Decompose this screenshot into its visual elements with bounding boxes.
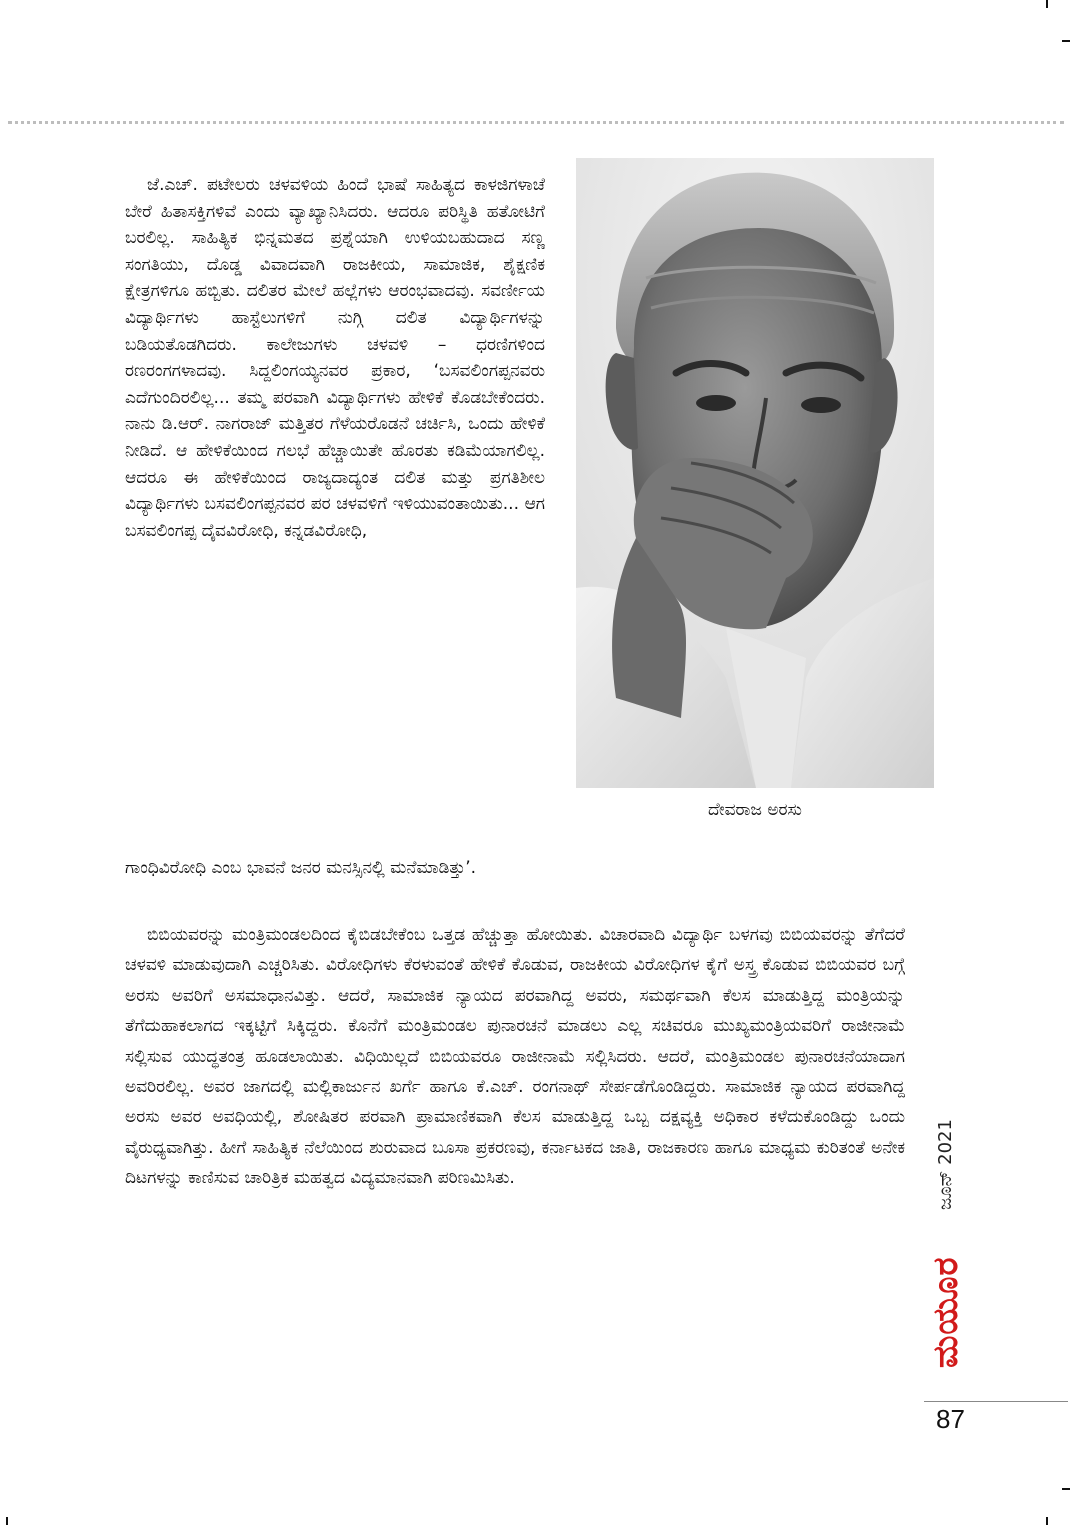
portrait-photo [576,158,934,788]
article-column-paragraph: ಜೆ.ಎಚ್. ಪಟೇಲರು ಚಳವಳಿಯ ಹಿಂದೆ ಭಾಷೆ ಸಾಹಿತ್ಯದ ಕಾಳಜಿಗಳಾಚೆ ಬೇರೆ ಹಿತಾಸಕ್ತಿಗಳಿವೆ ಎಂದು ವ್ಯಾಖ್ಯಾನಿಸಿದರು. ಆದರೂ ಪರಿಸ್ಥಿತಿ ಹತೋಟಿಗೆ ಬರಲಿಲ್ಲ. ಸಾಹಿತ್ಯಿಕ ಭಿನ್ನಮತದ ಪ್ರಶ್ನೆಯಾಗಿ ಉಳಿಯಬಹುದಾದ ಸಣ್ಣ ಸಂಗತಿಯು, ದೊಡ್ಡ ವಿವಾದವಾಗಿ ರಾಜಕೀಯ, ಸಾಮಾಜಿಕ, ಶೈಕ್ಷಣಿಕ ಕ್ಷೇತ್ರಗಳಿಗೂ ಹಬ್ಬಿತು. ದಲಿತರ ಮೇಲೆ ಹಲ್ಲೆಗಳು ಆರಂಭವಾದವು. ಸವರ್ಣೀಯ ವಿದ್ಯಾರ್ಥಿಗಳು ಹಾಸ್ಟೆಲುಗಳಿಗೆ ನುಗ್ಗಿ ದಲಿತ ವಿದ್ಯಾರ್ಥಿಗಳನ್ನು ಬಡಿಯತೊಡಗಿದರು. ಕಾಲೇಜುಗಳು ಚಳವಳಿ – ಧರಣಿಗಳಿಂದ ರಣರಂಗಗಳಾದವು. ಸಿದ್ದಲಿಂಗಯ್ಯನವರ ಪ್ರಕಾರ, ‘ಬಸವಲಿಂಗಪ್ಪನವರು ಎದೆಗುಂದಿರಲಿಲ್ಲ... ತಮ್ಮ ಪರವಾಗಿ ವಿದ್ಯಾರ್ಥಿಗಳು ಹೇಳಿಕೆ ಕೊಡಬೇಕೆಂದರು. ನಾನು ಡಿ.ಆರ್. ನಾಗರಾಜ್ ಮತ್ತಿತರ ಗೆಳೆಯರೊಡನೆ ಚರ್ಚಿಸಿ, ಒಂದು ಹೇಳಿಕೆ ನೀಡಿದೆ. ಆ ಹೇಳಿಕೆಯಿಂದ ಗಲಭೆ ಹೆಚ್ಚಾಯಿತೇ ಹೊರತು ಕಡಿಮೆಯಾಗಲಿಲ್ಲ. ಆದರೂ ಈ ಹೇಳಿಕೆಯಿಂದ ರಾಜ್ಯದಾದ್ಯಂತ ದಲಿತ ಮತ್ತು ಪ್ರಗತಿಶೀಲ ವಿದ್ಯಾರ್ಥಿಗಳು ಬಸವಲಿಂಗಪ್ಪನವರ ಪರ ಚಳವಳಿಗೆ ಇಳಿಯುವಂತಾಯಿತು... ಆಗ ಬಸವಲಿಂಗಪ್ಪ ದೈವವಿರೋಧಿ, ಕನ್ನಡವಿರೋಧಿ, [125,175,545,541]
magazine-masthead: ಮಯೂರ [926,1256,966,1369]
portrait-illustration [576,158,934,788]
crop-mark-top-right [1046,0,1048,8]
header-dotted-rule [8,121,1064,124]
sidebar-strip [924,1110,968,1400]
page-number-rule [924,1401,1068,1402]
crop-mark-bottom-right [1046,1517,1048,1525]
crop-mark-right-upper [1062,40,1070,42]
article-full-paragraph: ಬಿಬಿಯವರನ್ನು ಮಂತ್ರಿಮಂಡಲದಿಂದ ಕೈಬಿಡಬೇಕೆಂಬ ಒತ್ತಡ ಹೆಚ್ಚುತ್ತಾ ಹೋಯಿತು. ವಿಚಾರವಾದಿ ವಿದ್ಯಾರ್ಥಿ ಬಳಗವು ಬಿಬಿಯವರನ್ನು ತೆಗೆದರೆ ಚಳವಳಿ ಮಾಡುವುದಾಗಿ ಎಚ್ಚರಿಸಿತು. ವಿರೋಧಿಗಳು ಕೆರಳುವಂತೆ ಹೇಳಿಕೆ ಕೊಡುವ, ರಾಜಕೀಯ ವಿರೋಧಿಗಳ ಕೈಗೆ ಅಸ್ತ್ರ ಕೊಡುವ ಬಿಬಿಯವರ ಬಗ್ಗೆ ಅರಸು ಅವರಿಗೆ ಅಸಮಾಧಾನವಿತ್ತು. ಆದರೆ, ಸಾಮಾಜಿಕ ನ್ಯಾಯದ ಪರವಾಗಿದ್ದ ಅವರು, ಸಮರ್ಥವಾಗಿ ಕೆಲಸ ಮಾಡುತ್ತಿದ್ದ ಮಂತ್ರಿಯನ್ನು ತೆಗೆದುಹಾಕಲಾಗದ ಇಕ್ಕಟ್ಟಿಗೆ ಸಿಕ್ಕಿದ್ದರು. ಕೊನೆಗೆ ಮಂತ್ರಿಮಂಡಲ ಪುನಾರಚನೆ ಮಾಡಲು ಎಲ್ಲ ಸಚಿವರೂ ಮುಖ್ಯಮಂತ್ರಿಯವರಿಗೆ ರಾಜೀನಾಮೆ ಸಲ್ಲಿಸುವ ಯುದ್ಧತಂತ್ರ ಹೂಡಲಾಯಿತು. ವಿಧಿಯಿಲ್ಲದೆ ಬಿಬಿಯವರೂ ರಾಜೀನಾಮೆ ಸಲ್ಲಿಸಿದರು. ಆದರೆ, ಮಂತ್ರಿಮಂಡಲ ಪುನಾರಚನೆಯಾದಾಗ ಅವರಿರಲಿಲ್ಲ. ಅವರ ಜಾಗದಲ್ಲಿ ಮಲ್ಲಿಕಾರ್ಜುನ ಖರ್ಗೆ ಹಾಗೂ ಕೆ.ಎಚ್. ರಂಗನಾಥ್ ಸೇರ್ಪಡೆಗೊಂಡಿದ್ದರು. ಸಾಮಾಜಿಕ ನ್ಯಾಯದ ಪರವಾಗಿದ್ದ ಅರಸು ಅವರ ಅವಧಿಯಲ್ಲಿ, ಶೋಷಿತರ ಪರವಾಗಿ ಪ್ರಾಮಾಣಿಕವಾಗಿ ಕೆಲಸ ಮಾಡುತ್ತಿದ್ದ ಒಬ್ಬ ದಕ್ಷವ್ಯಕ್ತಿ ಅಧಿಕಾರ ಕಳೆದುಕೊಂಡಿದ್ದು ಒಂದು ವೈರುಧ್ಯವಾಗಿತ್ತು. ಹೀಗೆ ಸಾಹಿತ್ಯಿಕ ನೆಲೆಯಿಂದ ಶುರುವಾದ ಬೂಸಾ ಪ್ರಕರಣವು, ಕರ್ನಾಟಕದ ಜಾತಿ, ರಾಜಕಾರಣ ಹಾಗೂ ಮಾಧ್ಯಮ ಕುರಿತಂತೆ ಅನೇಕ ದಿಟಗಳನ್ನು ಕಾಣಿಸುವ ಚಾರಿತ್ರಿಕ ಮಹತ್ವದ ವಿದ್ಯಮಾನವಾಗಿ ಪರಿಣಮಿಸಿತು. [125,925,905,1189]
crop-mark-right-lower [1062,1488,1070,1490]
photo-caption: ದೇವರಾಜ ಅರಸು [708,800,802,820]
page-number: 87 [936,1404,965,1434]
issue-date: ಜೂನ್ 2021 [935,1119,956,1211]
article-column-tail: ಗಾಂಧಿವಿರೋಧಿ ಎಂಬ ಭಾವನೆ ಜನರ ಮನಸ್ಸಿನಲ್ಲಿ ಮನೆಮಾಡಿತ್ತು’. [125,858,476,878]
crop-mark-bottom-left [6,1517,8,1525]
